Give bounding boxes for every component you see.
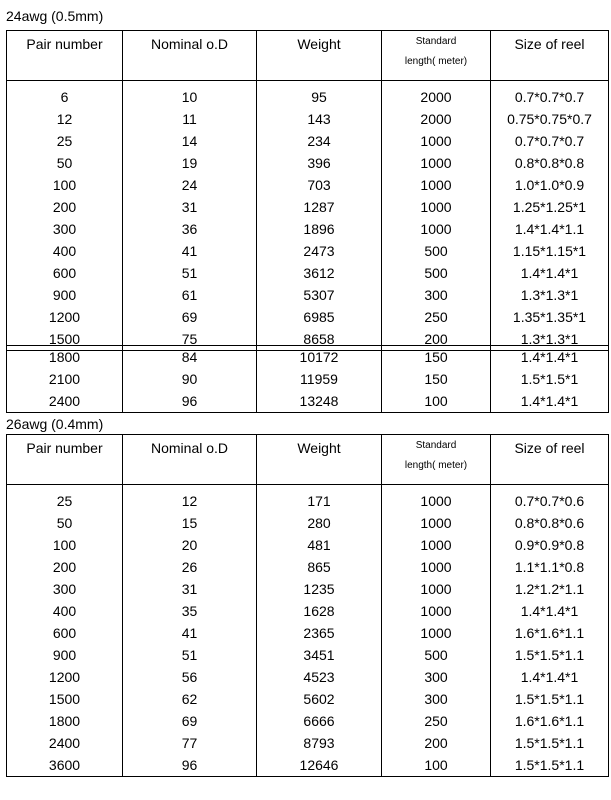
standard-length-cell: 100 (382, 390, 491, 413)
header-pair-number: Pair number (7, 435, 123, 485)
header-size-of-reel: Size of reel (491, 435, 609, 485)
weight-cell: 234 (257, 130, 382, 152)
standard-length-cell: 1000 (382, 196, 491, 218)
section-title-26awg: 26awg (0.4mm) (6, 416, 104, 432)
reel-size-cell: 0.9*0.9*0.8 (491, 534, 609, 556)
table-row (7, 240, 609, 262)
pair-number-cell: 12 (7, 108, 123, 130)
nominal-od-cell: 36 (123, 218, 257, 240)
nominal-od-cell: 69 (123, 306, 257, 328)
weight-cell: 4523 (257, 666, 382, 688)
pair-number-cell: 25 (7, 485, 123, 513)
standard-length-cell: 150 (382, 368, 491, 390)
reel-size-cell: 1.4*1.4*1 (491, 346, 609, 369)
weight-cell: 3612 (257, 262, 382, 284)
reel-size-cell: 1.5*1.5*1.1 (491, 644, 609, 666)
nominal-od-cell: 51 (123, 644, 257, 666)
table-row (7, 368, 609, 390)
weight-cell: 10172 (257, 346, 382, 369)
table-row (7, 666, 609, 688)
nominal-od-cell: 12 (123, 485, 257, 513)
standard-length-cell: 250 (382, 306, 491, 328)
table-row (7, 130, 609, 152)
weight-cell: 8658 (257, 328, 382, 351)
standard-length-cell: 200 (382, 732, 491, 754)
header-size-of-reel: Size of reel (491, 31, 609, 81)
pair-number-cell: 900 (7, 284, 123, 306)
standard-length-cell: 1000 (382, 534, 491, 556)
table-row (7, 732, 609, 754)
pair-number-cell: 300 (7, 578, 123, 600)
table-row (7, 534, 609, 556)
nominal-od-cell: 31 (123, 578, 257, 600)
reel-size-cell: 0.8*0.8*0.8 (491, 152, 609, 174)
table-row (7, 306, 609, 328)
weight-cell: 143 (257, 108, 382, 130)
weight-cell: 12646 (257, 754, 382, 777)
pair-number-cell: 400 (7, 600, 123, 622)
table-row (7, 622, 609, 644)
reel-size-cell: 1.5*1.5*1.1 (491, 732, 609, 754)
nominal-od-cell: 62 (123, 688, 257, 710)
standard-length-cell: 1000 (382, 622, 491, 644)
reel-size-cell: 1.6*1.6*1.1 (491, 622, 609, 644)
standard-length-cell: 1000 (382, 152, 491, 174)
pair-number-cell: 50 (7, 152, 123, 174)
nominal-od-cell: 77 (123, 732, 257, 754)
pair-number-cell: 1200 (7, 306, 123, 328)
weight-cell: 1235 (257, 578, 382, 600)
standard-length-cell: 1000 (382, 556, 491, 578)
standard-length-cell: 300 (382, 284, 491, 306)
table-row (7, 710, 609, 732)
nominal-od-cell: 41 (123, 240, 257, 262)
reel-size-cell: 1.25*1.25*1 (491, 196, 609, 218)
reel-size-cell: 1.15*1.15*1 (491, 240, 609, 262)
pair-number-cell: 600 (7, 262, 123, 284)
table-row (7, 556, 609, 578)
weight-cell: 2365 (257, 622, 382, 644)
header-nominal-od: Nominal o.D (123, 31, 257, 81)
nominal-od-cell: 31 (123, 196, 257, 218)
table-row (7, 262, 609, 284)
standard-length-cell: 1000 (382, 578, 491, 600)
pair-number-cell: 400 (7, 240, 123, 262)
pair-number-cell: 200 (7, 196, 123, 218)
nominal-od-cell: 11 (123, 108, 257, 130)
standard-length-cell: 500 (382, 644, 491, 666)
nominal-od-cell: 15 (123, 512, 257, 534)
standard-length-cell: 200 (382, 328, 491, 351)
table-row (7, 600, 609, 622)
header-standard-length (382, 435, 491, 485)
nominal-od-cell: 51 (123, 262, 257, 284)
reel-size-cell: 1.4*1.4*1 (491, 666, 609, 688)
pair-number-cell: 2400 (7, 732, 123, 754)
pair-number-cell: 1500 (7, 688, 123, 710)
standard-length-cell: 2000 (382, 108, 491, 130)
standard-length-cell: 1000 (382, 218, 491, 240)
table-row (7, 485, 609, 513)
header-weight: Weight (257, 435, 382, 485)
pair-number-cell: 200 (7, 556, 123, 578)
table-row (7, 108, 609, 130)
pair-number-cell: 1800 (7, 346, 123, 369)
reel-size-cell: 1.5*1.5*1 (491, 368, 609, 390)
nominal-od-cell: 96 (123, 390, 257, 413)
weight-cell: 8793 (257, 732, 382, 754)
standard-length-cell: 2000 (382, 81, 491, 109)
standard-length-cell: 500 (382, 262, 491, 284)
reel-size-cell: 1.3*1.3*1 (491, 284, 609, 306)
weight-cell: 1896 (257, 218, 382, 240)
table-row (7, 174, 609, 196)
header-length-label: length( meter) (404, 460, 468, 471)
standard-length-cell: 1000 (382, 485, 491, 513)
weight-cell: 13248 (257, 390, 382, 413)
weight-cell: 5602 (257, 688, 382, 710)
spec-table-24awg-continued (6, 345, 609, 413)
pair-number-cell: 1800 (7, 710, 123, 732)
weight-cell: 5307 (257, 284, 382, 306)
reel-size-cell: 0.8*0.8*0.6 (491, 512, 609, 534)
nominal-od-cell: 69 (123, 710, 257, 732)
nominal-od-cell: 20 (123, 534, 257, 556)
weight-cell: 11959 (257, 368, 382, 390)
table-body-26awg (7, 485, 609, 777)
table-row (7, 284, 609, 306)
standard-length-cell: 100 (382, 754, 491, 777)
weight-cell: 703 (257, 174, 382, 196)
reel-size-cell: 1.35*1.35*1 (491, 306, 609, 328)
table-header-row (7, 435, 609, 485)
table-row (7, 644, 609, 666)
nominal-od-cell: 90 (123, 368, 257, 390)
reel-size-cell: 1.2*1.2*1.1 (491, 578, 609, 600)
standard-length-cell: 150 (382, 346, 491, 369)
table-row (7, 346, 609, 369)
reel-size-cell: 1.4*1.4*1 (491, 600, 609, 622)
reel-size-cell: 1.5*1.5*1.1 (491, 688, 609, 710)
header-standard-length (382, 31, 491, 81)
reel-size-cell: 1.3*1.3*1 (491, 328, 609, 351)
spec-table-26awg (6, 434, 609, 777)
table-row (7, 152, 609, 174)
weight-cell: 280 (257, 512, 382, 534)
weight-cell: 171 (257, 485, 382, 513)
reel-size-cell: 0.7*0.7*0.7 (491, 81, 609, 109)
standard-length-cell: 1000 (382, 130, 491, 152)
weight-cell: 1287 (257, 196, 382, 218)
pair-number-cell: 3600 (7, 754, 123, 777)
reel-size-cell: 1.6*1.6*1.1 (491, 710, 609, 732)
table-row (7, 754, 609, 777)
pair-number-cell: 300 (7, 218, 123, 240)
standard-length-cell: 500 (382, 240, 491, 262)
table-row (7, 512, 609, 534)
weight-cell: 1628 (257, 600, 382, 622)
weight-cell: 865 (257, 556, 382, 578)
weight-cell: 2473 (257, 240, 382, 262)
weight-cell: 3451 (257, 644, 382, 666)
pair-number-cell: 600 (7, 622, 123, 644)
nominal-od-cell: 14 (123, 130, 257, 152)
standard-length-cell: 300 (382, 666, 491, 688)
header-length-label: length( meter) (404, 56, 468, 67)
header-standard-label: Standard (415, 440, 457, 451)
nominal-od-cell: 75 (123, 328, 257, 351)
reel-size-cell: 1.4*1.4*1 (491, 390, 609, 413)
weight-cell: 6985 (257, 306, 382, 328)
table-header-row (7, 31, 609, 81)
table-body-24awg (7, 81, 609, 351)
standard-length-cell: 1000 (382, 174, 491, 196)
section-title-24awg: 24awg (0.5mm) (6, 8, 104, 24)
pair-number-cell: 900 (7, 644, 123, 666)
nominal-od-cell: 26 (123, 556, 257, 578)
nominal-od-cell: 41 (123, 622, 257, 644)
spec-table-24awg (6, 30, 609, 351)
table-row (7, 390, 609, 413)
nominal-od-cell: 96 (123, 754, 257, 777)
table-row (7, 578, 609, 600)
pair-number-cell: 6 (7, 81, 123, 109)
reel-size-cell: 0.75*0.75*0.7 (491, 108, 609, 130)
header-pair-number: Pair number (7, 31, 123, 81)
nominal-od-cell: 24 (123, 174, 257, 196)
standard-length-cell: 300 (382, 688, 491, 710)
nominal-od-cell: 56 (123, 666, 257, 688)
reel-size-cell: 1.1*1.1*0.8 (491, 556, 609, 578)
pair-number-cell: 50 (7, 512, 123, 534)
weight-cell: 6666 (257, 710, 382, 732)
reel-size-cell: 1.5*1.5*1.1 (491, 754, 609, 777)
nominal-od-cell: 84 (123, 346, 257, 369)
pair-number-cell: 1500 (7, 328, 123, 351)
header-standard-label: Standard (415, 36, 457, 47)
pair-number-cell: 100 (7, 174, 123, 196)
nominal-od-cell: 19 (123, 152, 257, 174)
standard-length-cell: 250 (382, 710, 491, 732)
nominal-od-cell: 35 (123, 600, 257, 622)
header-nominal-od: Nominal o.D (123, 435, 257, 485)
reel-size-cell: 0.7*0.7*0.7 (491, 130, 609, 152)
pair-number-cell: 1200 (7, 666, 123, 688)
table-row (7, 688, 609, 710)
nominal-od-cell: 61 (123, 284, 257, 306)
table-row (7, 196, 609, 218)
weight-cell: 396 (257, 152, 382, 174)
reel-size-cell: 0.7*0.7*0.6 (491, 485, 609, 513)
reel-size-cell: 1.0*1.0*0.9 (491, 174, 609, 196)
standard-length-cell: 1000 (382, 600, 491, 622)
weight-cell: 481 (257, 534, 382, 556)
pair-number-cell: 2100 (7, 368, 123, 390)
table-body-24awg-continued (7, 346, 609, 413)
header-weight: Weight (257, 31, 382, 81)
pair-number-cell: 100 (7, 534, 123, 556)
nominal-od-cell: 10 (123, 81, 257, 109)
table-row (7, 218, 609, 240)
standard-length-cell: 1000 (382, 512, 491, 534)
weight-cell: 95 (257, 81, 382, 109)
reel-size-cell: 1.4*1.4*1 (491, 262, 609, 284)
reel-size-cell: 1.4*1.4*1.1 (491, 218, 609, 240)
table-row (7, 81, 609, 109)
pair-number-cell: 2400 (7, 390, 123, 413)
pair-number-cell: 25 (7, 130, 123, 152)
